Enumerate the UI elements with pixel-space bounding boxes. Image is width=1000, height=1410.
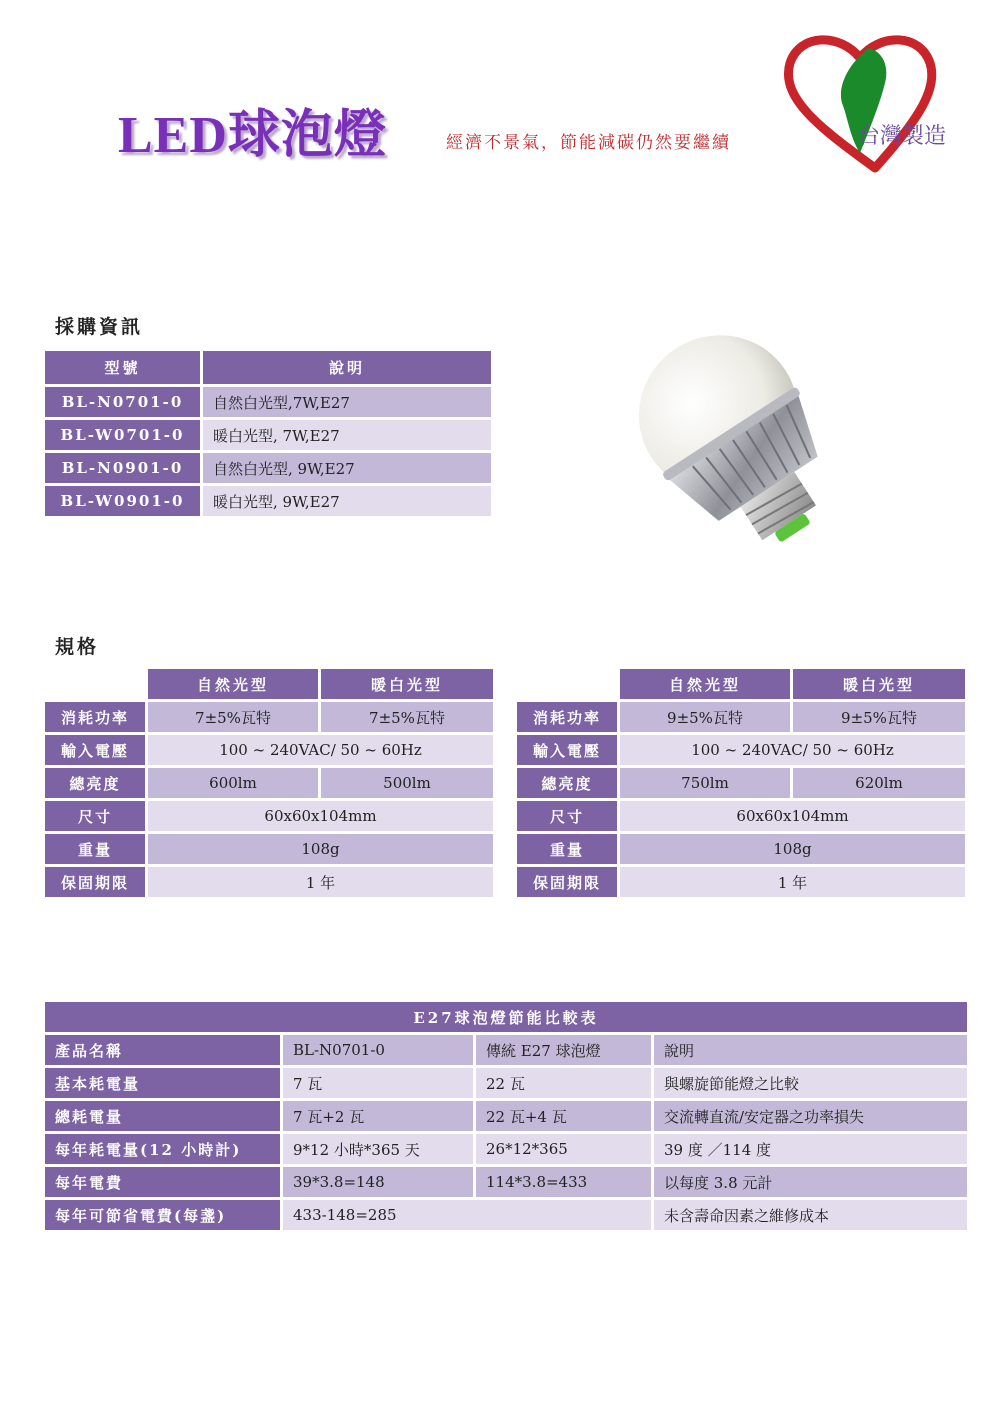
row-label: 總亮度 [517,768,617,798]
spec-value: 9±5%瓦特 [620,702,790,732]
badge-text: 台灣製造 [858,124,947,149]
spec-value: 100 ~ 240VAC/ 50 ~ 60Hz [620,735,965,765]
model-cell: BL-N0701-0 [45,387,200,417]
compare-cell: BL-N0701-0 [283,1035,473,1065]
compare-cell: 9*12 小時*365 天 [283,1134,473,1164]
model-cell: BL-W0901-0 [45,486,200,516]
purchase-table [42,348,494,519]
row-label: 輸入電壓 [517,735,617,765]
spec-value: 7±5%瓦特 [148,702,318,732]
compare-cell: 說明 [654,1035,967,1065]
col-natural: 自然光型 [148,669,318,699]
col-model: 型號 [45,351,200,384]
compare-cell: 26*12*365 [476,1134,651,1164]
col-warm: 暖白光型 [321,669,493,699]
row-label: 消耗功率 [517,702,617,732]
model-cell: BL-W0701-0 [45,420,200,450]
spec-value: 7±5%瓦特 [321,702,493,732]
row-label: 保固期限 [517,867,617,897]
compare-cell: 交流轉直流/安定器之功率損失 [654,1101,967,1131]
row-label: 保固期限 [45,867,145,897]
spec-value: 600lm [148,768,318,798]
compare-cell: 傳統 E27 球泡燈 [476,1035,651,1065]
row-label: 消耗功率 [45,702,145,732]
spec-heading: 規格 [55,636,100,658]
compare-title: E27球泡燈節能比較表 [45,1002,967,1032]
compare-label: 每年可節省電費(每盞) [45,1200,280,1230]
compare-label: 產品名稱 [45,1035,280,1065]
purchase-heading: 採購資訊 [55,316,144,338]
slogan: 經濟不景氣，節能減碳仍然要繼續 [446,133,731,153]
row-label: 重量 [45,834,145,864]
spec-table-right [514,666,968,900]
spec-value: 100 ~ 240VAC/ 50 ~ 60Hz [148,735,493,765]
desc-cell: 暖白光型, 7W,E27 [203,420,491,450]
spec-table-left [42,666,496,900]
compare-cell: 7 瓦 [283,1068,473,1098]
spec-value: 108g [148,834,493,864]
spec-value: 108g [620,834,965,864]
compare-label: 每年耗電量(12 小時計) [45,1134,280,1164]
compare-cell: 39 度 ／114 度 [654,1134,967,1164]
made-in-taiwan-logo [780,28,980,178]
compare-cell: 7 瓦+2 瓦 [283,1101,473,1131]
compare-cell: 114*3.8=433 [476,1167,651,1197]
compare-cell: 39*3.8=148 [283,1167,473,1197]
row-label: 輸入電壓 [45,735,145,765]
compare-cell: 與螺旋節能燈之比較 [654,1068,967,1098]
spec-value: 620lm [793,768,965,798]
compare-label: 總耗電量 [45,1101,280,1131]
compare-table [42,999,970,1233]
spec-value: 1 年 [148,867,493,897]
col-warm: 暖白光型 [793,669,965,699]
desc-cell: 自然白光型, 9W,E27 [203,453,491,483]
spec-value: 60x60x104mm [148,801,493,831]
compare-cell: 22 瓦+4 瓦 [476,1101,651,1131]
row-label: 尺寸 [517,801,617,831]
compare-cell: 以每度 3.8 元計 [654,1167,967,1197]
compare-label: 基本耗電量 [45,1068,280,1098]
compare-cell: 22 瓦 [476,1068,651,1098]
spec-value: 9±5%瓦特 [793,702,965,732]
compare-cell: 433-148=285 [283,1200,651,1230]
page-title: LED球泡燈 [118,107,387,164]
led-bulb-image [605,305,895,565]
col-natural: 自然光型 [620,669,790,699]
col-desc: 說明 [203,351,491,384]
row-label: 重量 [517,834,617,864]
spec-value: 750lm [620,768,790,798]
spec-value: 60x60x104mm [620,801,965,831]
spec-value: 500lm [321,768,493,798]
compare-label: 每年電費 [45,1167,280,1197]
model-cell: BL-N0901-0 [45,453,200,483]
row-label: 總亮度 [45,768,145,798]
row-label: 尺寸 [45,801,145,831]
desc-cell: 自然白光型,7W,E27 [203,387,491,417]
compare-cell: 未含壽命因素之維修成本 [654,1200,967,1230]
desc-cell: 暖白光型, 9W,E27 [203,486,491,516]
spec-value: 1 年 [620,867,965,897]
